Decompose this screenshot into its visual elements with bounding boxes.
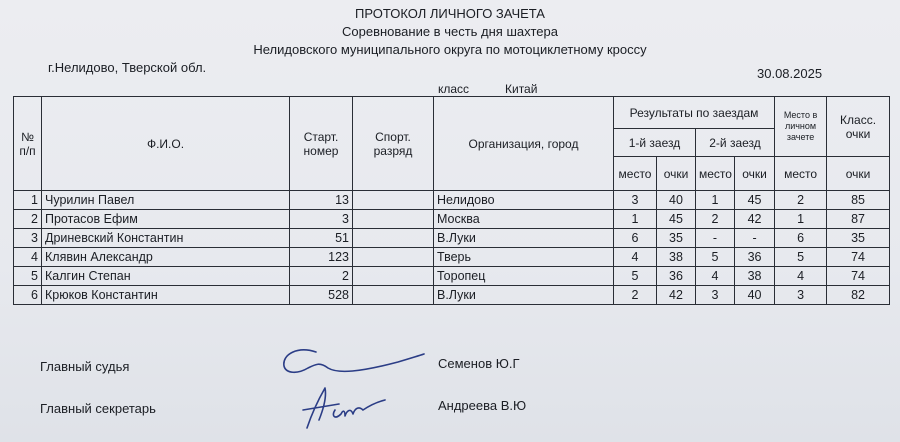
row-org: Нелидово xyxy=(434,191,614,210)
results-table xyxy=(13,96,890,305)
chief-secretary-label: Главный секретарь xyxy=(40,401,156,416)
row-name: Крюков Константин xyxy=(42,286,290,305)
header-name: Ф.И.О. xyxy=(42,97,290,191)
row-class-points: 35 xyxy=(827,229,890,248)
row-race1-place: 6 xyxy=(614,229,657,248)
header-class-points: Класс. очки xyxy=(827,97,890,157)
row-start: 3 xyxy=(290,210,353,229)
row-race1-points: 40 xyxy=(657,191,696,210)
chief-judge-label: Главный судья xyxy=(40,359,130,374)
header-results: Результаты по заездам xyxy=(614,97,775,129)
row-org: Торопец xyxy=(434,267,614,286)
class-label: класс xyxy=(438,82,470,96)
row-race1-points: 38 xyxy=(657,248,696,267)
header-org: Организация, город xyxy=(434,97,614,191)
table-row xyxy=(14,191,890,210)
row-race1-place: 2 xyxy=(614,286,657,305)
row-race2-points: - xyxy=(735,229,775,248)
row-name: Дриневский Константин xyxy=(42,229,290,248)
row-start: 123 xyxy=(290,248,353,267)
row-name: Клявин Александр xyxy=(42,248,290,267)
row-rank xyxy=(353,248,434,267)
table-row xyxy=(14,248,890,267)
row-race2-points: 38 xyxy=(735,267,775,286)
row-race1-place: 5 xyxy=(614,267,657,286)
row-class-points: 74 xyxy=(827,248,890,267)
header-race2: 2-й заезд xyxy=(696,129,775,157)
row-race2-place: 5 xyxy=(696,248,735,267)
row-org: Тверь xyxy=(434,248,614,267)
row-race2-points: 36 xyxy=(735,248,775,267)
row-personal-place: 5 xyxy=(775,248,827,267)
row-start: 51 xyxy=(290,229,353,248)
table-row xyxy=(14,286,890,305)
row-race1-points: 36 xyxy=(657,267,696,286)
header-race2-place: место xyxy=(696,157,735,191)
place: г.Нелидово, Тверской обл. xyxy=(48,60,207,75)
chief-judge-name: Семенов Ю.Г xyxy=(438,356,520,371)
row-race2-place: 3 xyxy=(696,286,735,305)
row-num: 2 xyxy=(14,210,42,229)
row-race1-place: 1 xyxy=(614,210,657,229)
judge-signature xyxy=(268,342,428,382)
row-personal-place: 2 xyxy=(775,191,827,210)
row-rank xyxy=(353,210,434,229)
row-personal-place: 4 xyxy=(775,267,827,286)
date: 30.08.2025 xyxy=(757,66,823,81)
row-race2-place: 1 xyxy=(696,191,735,210)
row-rank xyxy=(353,286,434,305)
row-race1-place: 3 xyxy=(614,191,657,210)
row-race1-points: 35 xyxy=(657,229,696,248)
row-num: 1 xyxy=(14,191,42,210)
header-race1-place: место xyxy=(614,157,657,191)
row-race1-points: 42 xyxy=(657,286,696,305)
row-personal-place: 3 xyxy=(775,286,827,305)
header-num: № п/п xyxy=(14,97,42,191)
row-rank xyxy=(353,191,434,210)
row-start: 528 xyxy=(290,286,353,305)
row-name: Калгин Степан xyxy=(42,267,290,286)
row-start: 2 xyxy=(290,267,353,286)
header-race1: 1-й заезд xyxy=(614,129,696,157)
row-org: В.Луки xyxy=(434,286,614,305)
row-num: 3 xyxy=(14,229,42,248)
row-race2-points: 45 xyxy=(735,191,775,210)
row-personal-place: 6 xyxy=(775,229,827,248)
header-personal-place: место xyxy=(775,157,827,191)
row-name: Протасов Ефим xyxy=(42,210,290,229)
header-race1-points: очки xyxy=(657,157,696,191)
row-num: 6 xyxy=(14,286,42,305)
document-subtitle-line1: Соревнование в честь дня шахтера xyxy=(342,24,558,39)
row-race2-points: 42 xyxy=(735,210,775,229)
header-race2-points: очки xyxy=(735,157,775,191)
row-class-points: 87 xyxy=(827,210,890,229)
row-race2-place: 4 xyxy=(696,267,735,286)
row-personal-place: 1 xyxy=(775,210,827,229)
document-title: ПРОТОКОЛ ЛИЧНОГО ЗАЧЕТА xyxy=(355,6,545,21)
secretary-signature xyxy=(285,380,405,436)
row-num: 4 xyxy=(14,248,42,267)
chief-secretary-name: Андреева В.Ю xyxy=(438,398,527,413)
table-row xyxy=(14,210,890,229)
table-row xyxy=(14,229,890,248)
row-class-points: 85 xyxy=(827,191,890,210)
row-start: 13 xyxy=(290,191,353,210)
row-race1-points: 45 xyxy=(657,210,696,229)
row-race1-place: 4 xyxy=(614,248,657,267)
row-race2-place: - xyxy=(696,229,735,248)
header-start: Старт. номер xyxy=(290,97,353,191)
row-name: Чурилин Павел xyxy=(42,191,290,210)
header-rank: Спорт. разряд xyxy=(353,97,434,191)
row-org: Москва xyxy=(434,210,614,229)
row-class-points: 74 xyxy=(827,267,890,286)
row-rank xyxy=(353,267,434,286)
row-race2-points: 40 xyxy=(735,286,775,305)
table-row xyxy=(14,267,890,286)
row-org: В.Луки xyxy=(434,229,614,248)
row-class-points: 82 xyxy=(827,286,890,305)
row-rank xyxy=(353,229,434,248)
header-personal: Место в личном зачете xyxy=(775,97,827,157)
header-class-points-sub: очки xyxy=(827,157,890,191)
row-num: 5 xyxy=(14,267,42,286)
row-race2-place: 2 xyxy=(696,210,735,229)
document-subtitle-line2: Нелидовского муниципального округа по мотоциклетному кроссу xyxy=(253,42,647,57)
class-value: Китай xyxy=(505,82,538,96)
